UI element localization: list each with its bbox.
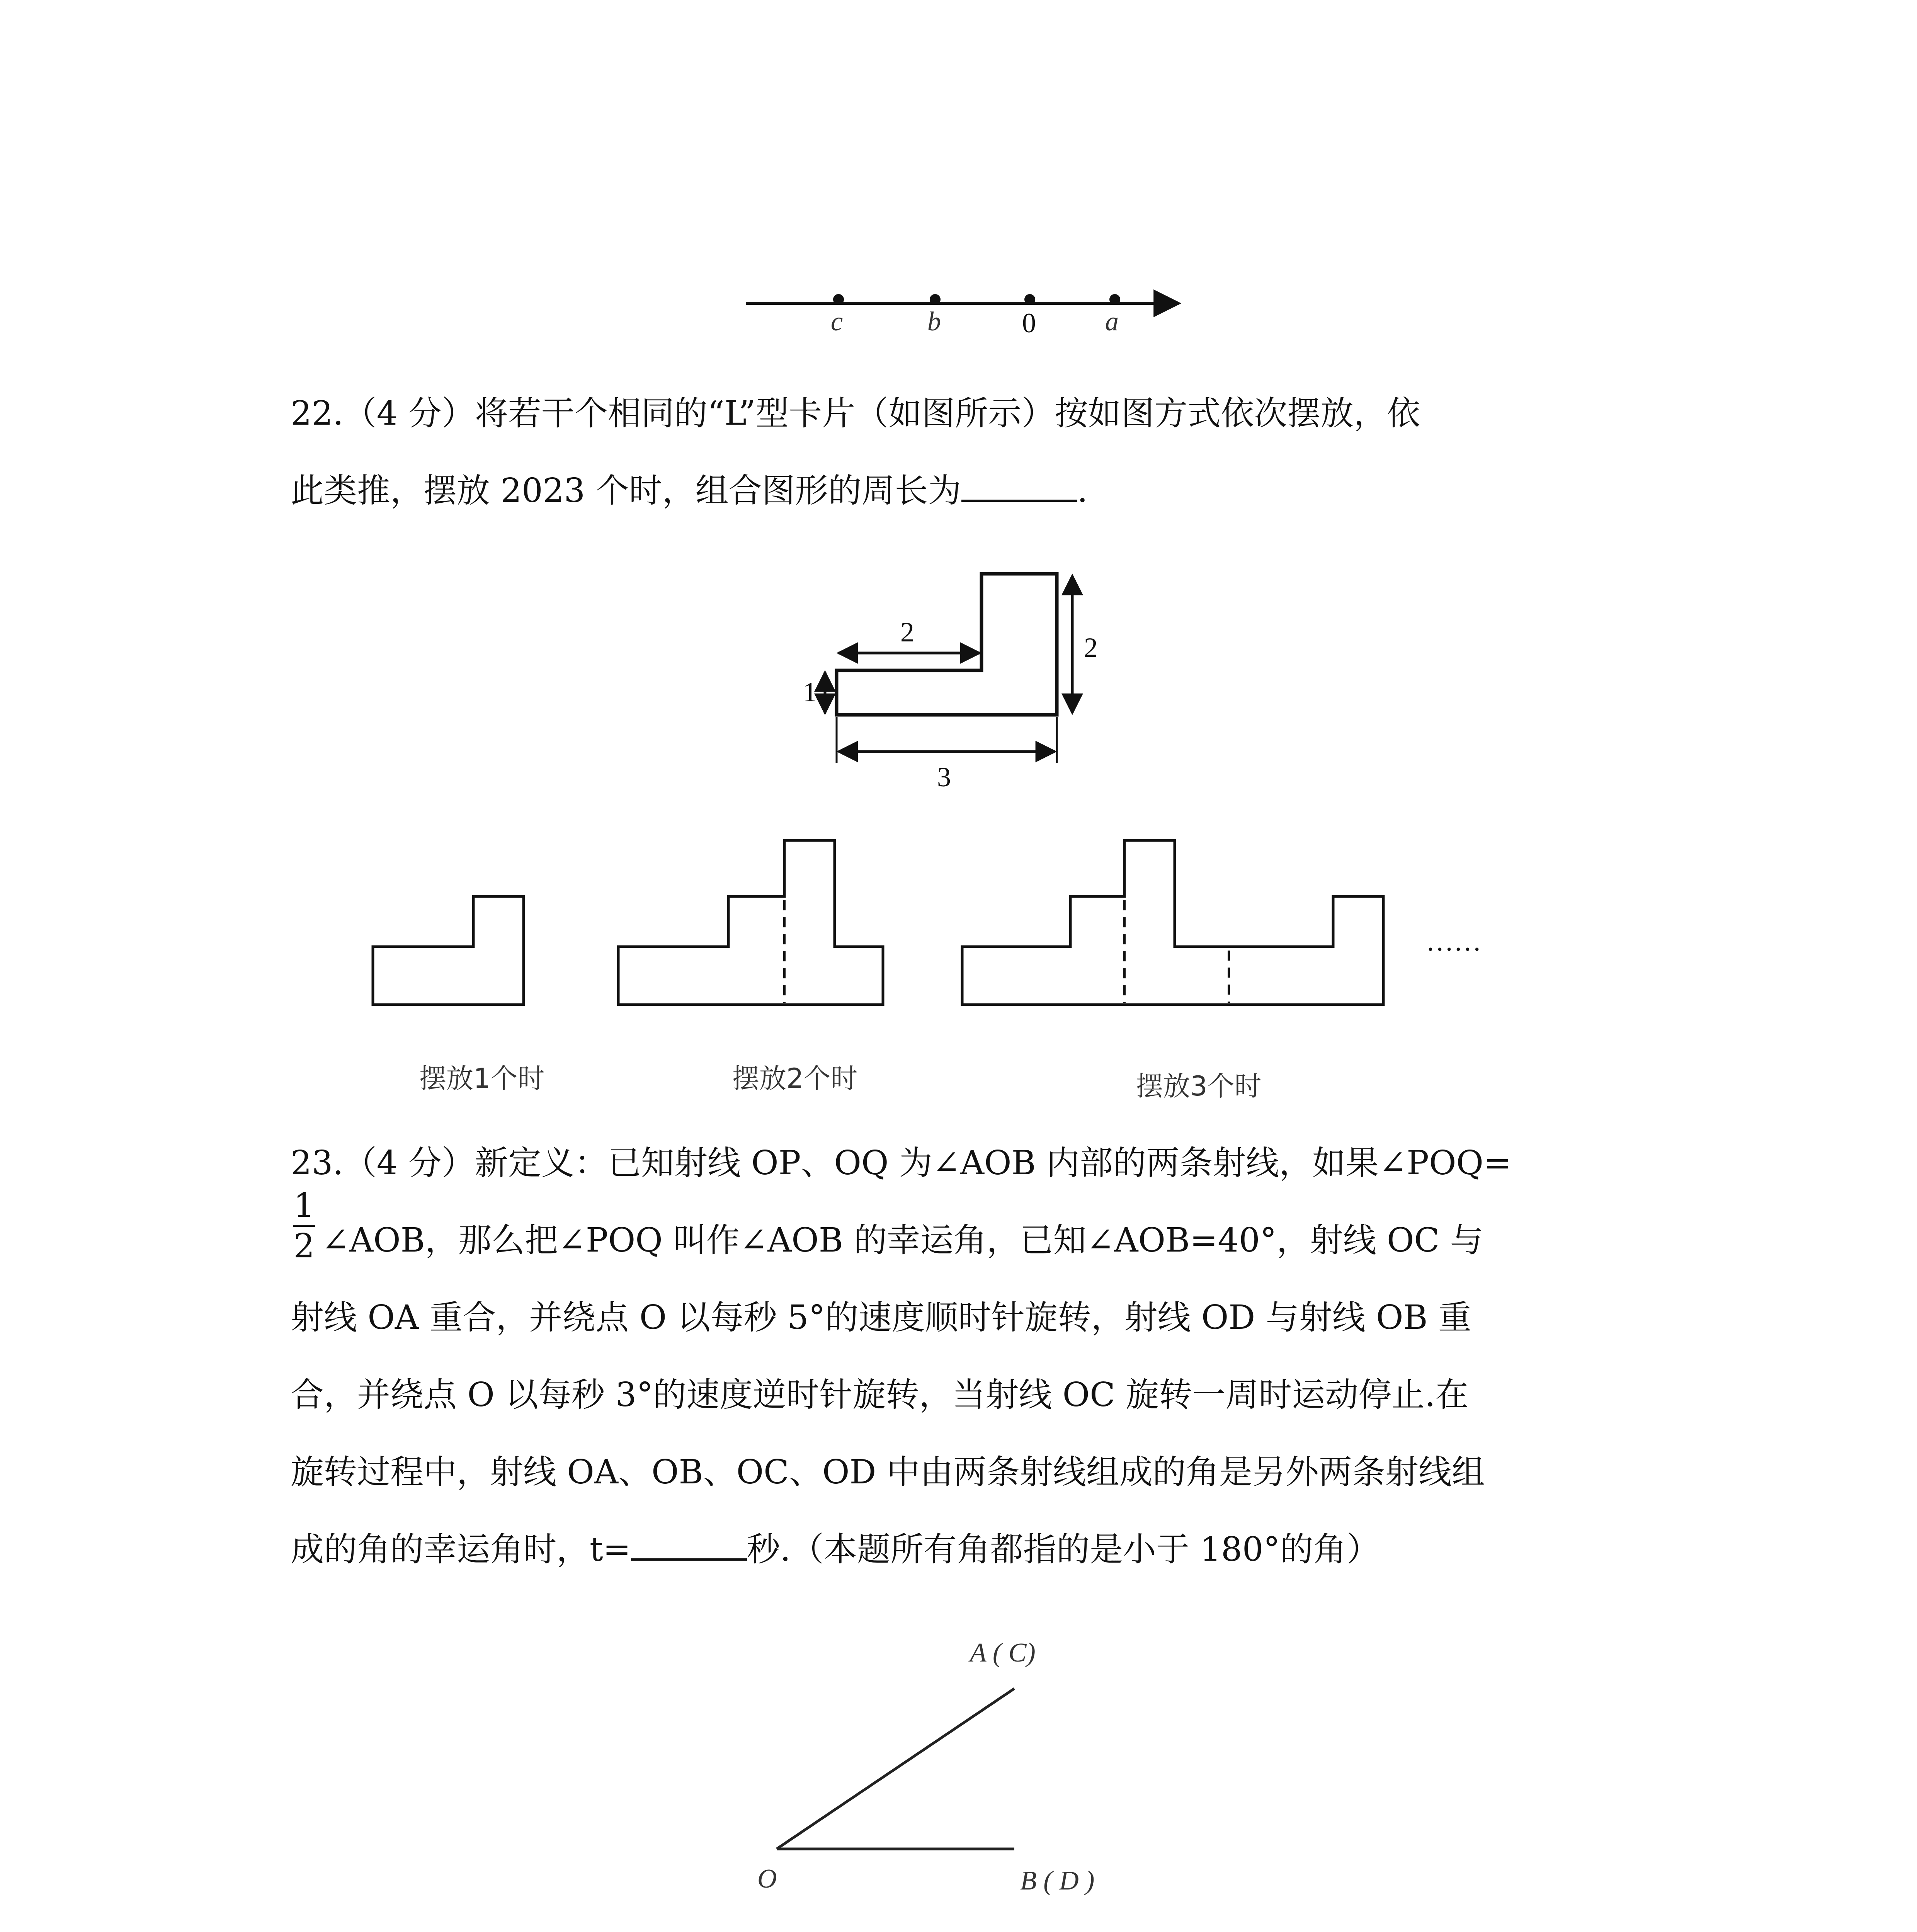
question-22 (291, 375, 1624, 529)
l-card-figure (803, 574, 1098, 793)
answer-blank-q23[interactable] (631, 1535, 747, 1561)
q23-line-2 (291, 1202, 1624, 1279)
fraction-denominator: 2 (293, 1227, 315, 1265)
point-label-zero: 0 (1022, 308, 1036, 338)
q23-line-3: 射线 OA 重合，并绕点 O 以每秒 5°的速度顺时针旋转，射线 OD 与射线 OB 重 (291, 1298, 1472, 1337)
placement-3 (962, 840, 1482, 1102)
placement-2 (618, 840, 883, 1094)
q23-line-4: 合，并绕点 O 以每秒 3°的速度逆时针旋转，当射线 OC 旋转一周时运动停止.在 (291, 1376, 1469, 1414)
q23-line-6-end: 秒.（本题所有角都指的是小于 180°的角） (747, 1530, 1380, 1569)
q23-line-6 (291, 1511, 1624, 1588)
q22-line-2 (291, 452, 1624, 529)
dim-right-label: 2 (1084, 632, 1098, 663)
label-o: O (757, 1864, 777, 1894)
caption-1: 摆放1个时 (419, 1063, 545, 1094)
label-b-d: B ( D ) (1020, 1866, 1095, 1896)
placement-1 (373, 896, 545, 1094)
q23-line-6-text: 成的角的幸运角时，t= (291, 1530, 631, 1569)
caption-3: 摆放3个时 (1136, 1070, 1262, 1102)
q23-line-1: 23.（4 分）新定义：已知射线 OP、OQ 为∠AOB 内部的两条射线，如果∠POQ= (291, 1144, 1512, 1182)
angle-figure (757, 1638, 1094, 1896)
caption-2: 摆放2个时 (732, 1063, 858, 1094)
q22-line-2-text: 此类推，摆放 2023 个时，组合图形的周长为 (291, 471, 961, 510)
point-label-c: c (831, 307, 843, 337)
answer-blank-q22[interactable] (961, 476, 1077, 502)
question-23 (291, 1124, 1624, 1588)
label-a-c: A ( C) (970, 1638, 1036, 1668)
point-label-a: a (1105, 307, 1119, 337)
dim-top-label: 2 (900, 617, 914, 648)
q22-line-1: 22.（4 分）将若干个相同的“L”型卡片（如图所示）按如图方式依次摆放，依 (291, 394, 1420, 433)
point-label-b: b (927, 307, 941, 337)
number-line (746, 294, 1179, 338)
fraction-numerator: 1 (293, 1186, 315, 1225)
dim-bottom-label: 3 (937, 762, 951, 793)
q23-line-5: 旋转过程中，射线 OA、OB、OC、OD 中由两条射线组成的角是另外两条射线组 (291, 1453, 1485, 1492)
fraction-one-half (291, 1186, 318, 1265)
q22-line-2-end: . (1077, 471, 1088, 510)
q23-line-2-text: ∠AOB，那么把∠POQ 叫作∠AOB 的幸运角，已知∠AOB=40°，射线 OC 与 (321, 1221, 1483, 1260)
ellipsis: …… (1426, 926, 1482, 957)
dim-left-label: 1 (803, 677, 817, 707)
